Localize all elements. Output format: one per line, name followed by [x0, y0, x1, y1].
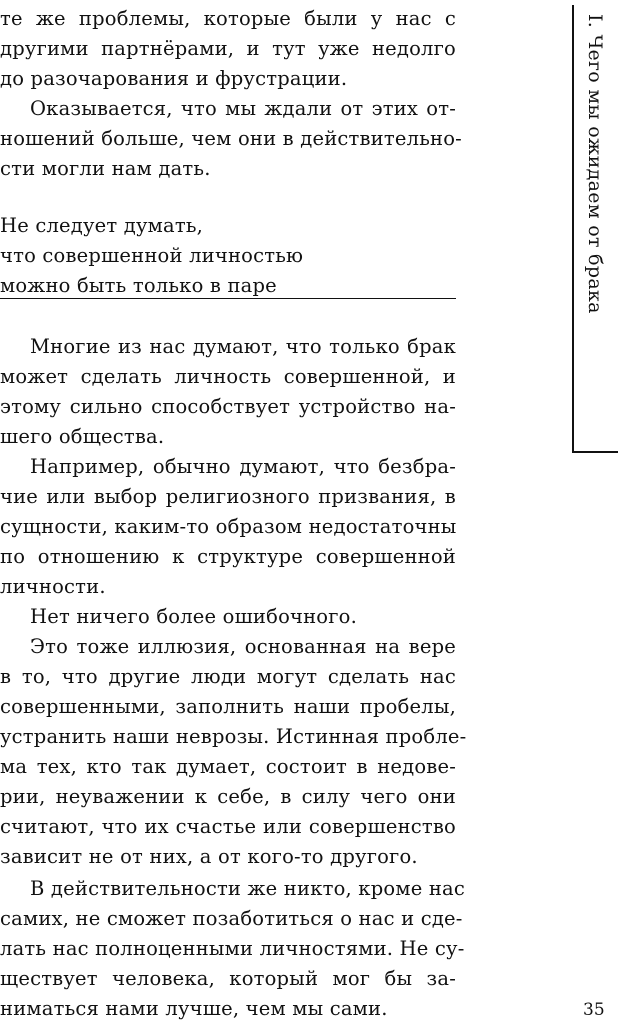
text-line: ниматься нами лучше, чем мы сами. [0, 997, 388, 1020]
text-line: лать нас полноценными личностями. Не су- [0, 937, 465, 960]
text-line: может сделать личность совершенной, и [0, 365, 456, 388]
text-line: В действительности же никто, кроме нас [30, 877, 465, 900]
text-line: самих, не сможет позаботиться о нас и сде- [0, 907, 463, 930]
text-line: другими партнёрами, и тут уже недолго [0, 37, 456, 60]
text-line: Например, обычно думают, что безбра- [30, 455, 456, 478]
text-line: Нет ничего более ошибочного. [30, 605, 357, 628]
text-line: личности. [0, 575, 106, 598]
text-line: зависит не от них, а от кого-то другого. [0, 845, 418, 868]
subheading-line: можно быть только в паре [0, 274, 277, 297]
text-line: совершенными, заполнить наши пробелы, [0, 695, 456, 718]
text-line: устранить наши неврозы. Истинная пробле- [0, 725, 467, 748]
text-line: считают, что их счастье или совершенство [0, 815, 456, 838]
text-line: этому сильно способствует устройство на- [0, 395, 456, 418]
text-line: Многие из нас думают, что только брак [30, 335, 456, 358]
text-line: сти могли нам дать. [0, 157, 211, 180]
text-line: по отношению к структуре совершенной [0, 545, 456, 568]
text-line: в то, что другие люди могут сделать нас [0, 665, 456, 688]
subheading-underline [0, 298, 456, 299]
subheading-line: что совершенной личностью [0, 244, 304, 267]
text-line: ществует человека, который мог бы за- [0, 967, 456, 990]
text-line: Это тоже иллюзия, основанная на вере [30, 635, 456, 658]
running-header: I. Чего мы ожидаем от брака [584, 14, 606, 314]
text-line: рии, неуважении к себе, в силу чего они [0, 785, 456, 808]
page-number: 35 [583, 1000, 605, 1020]
subheading-line: Не следует думать, [0, 214, 204, 237]
text-line: шего общества. [0, 425, 165, 448]
text-line: сущности, каким-то образом недостаточны [0, 515, 457, 538]
text-line: Оказывается, что мы ждали от этих от- [30, 97, 456, 120]
text-line: до разочарования и фрустрации. [0, 67, 348, 90]
text-line: чие или выбор религиозного призвания, в [0, 485, 456, 508]
text-line: ма тех, кто так думает, состоит в недове- [0, 755, 456, 778]
text-line: те же проблемы, которые были у нас с [0, 7, 456, 30]
text-line: ношений больше, чем они в действительно- [0, 127, 462, 150]
